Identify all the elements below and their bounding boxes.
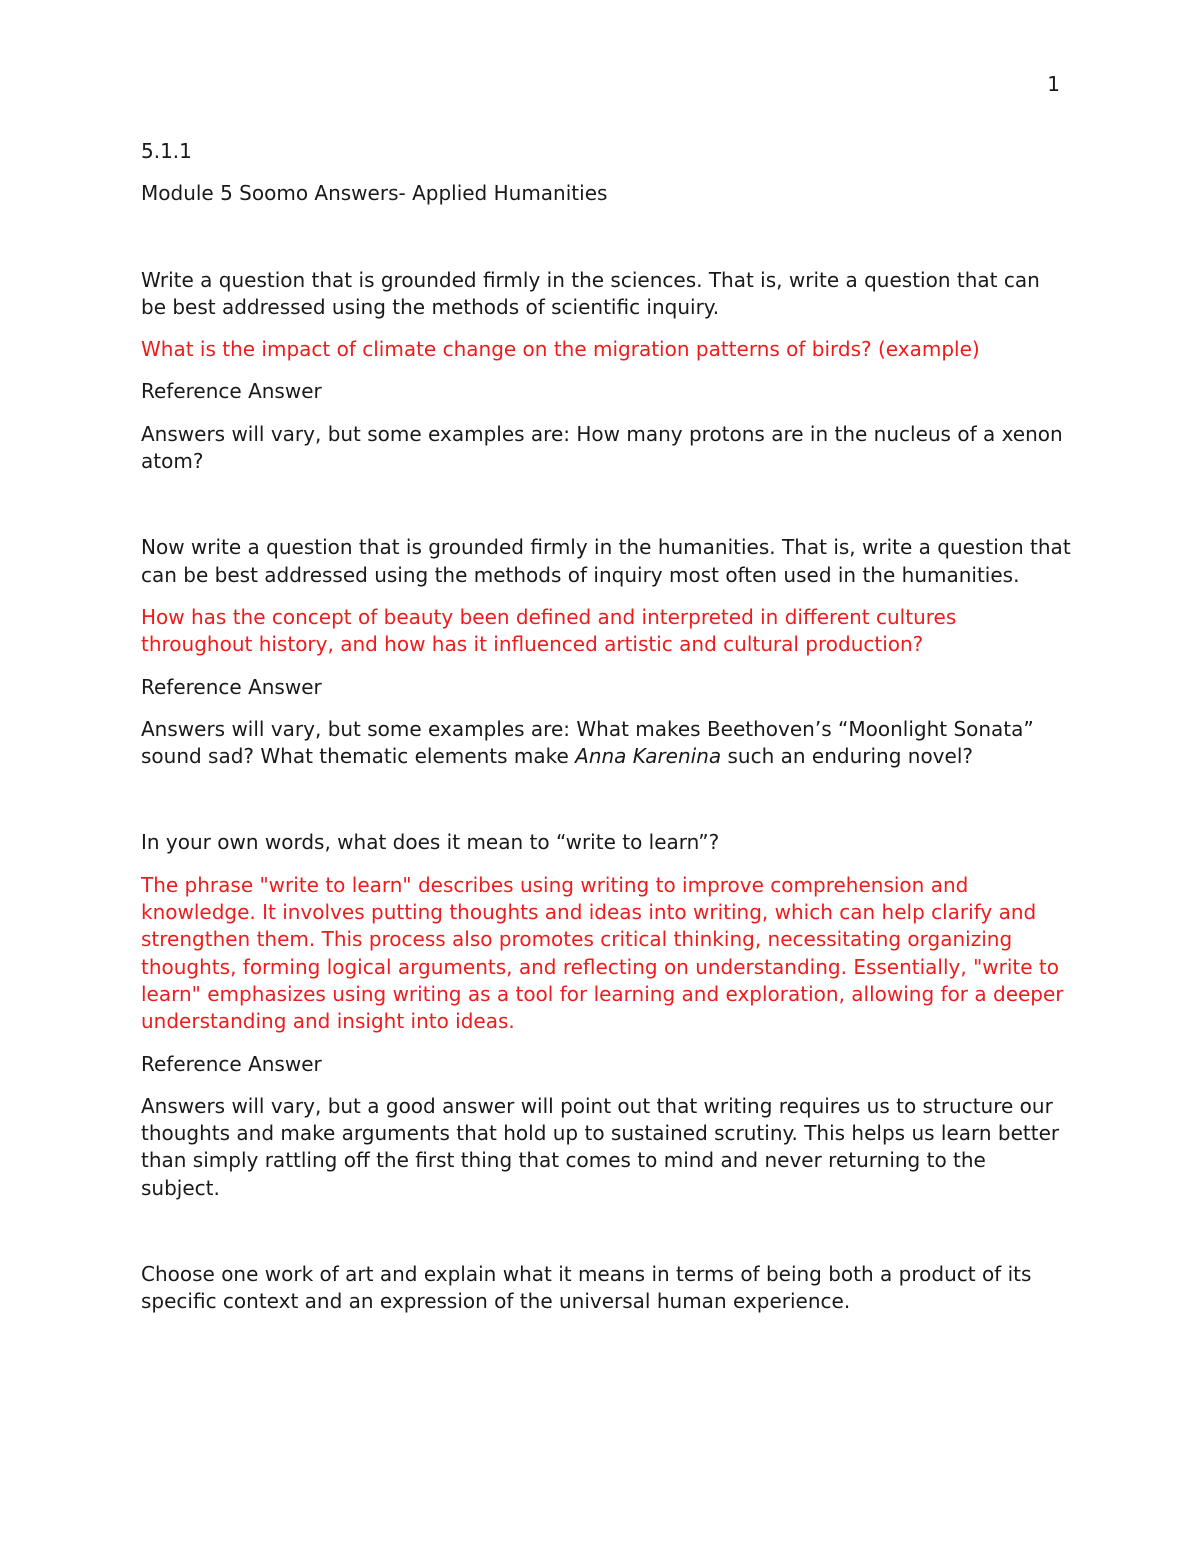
document-title: Module 5 Soomo Answers- Applied Humanities — [141, 181, 608, 206]
reference-answer-3: Answers will vary, but a good answer will point out that writing requires us to structure our thoughts and make arguments that hold up to sustained scrutiny. This helps us learn better than simply rattling off the first thing that comes to mind and never returning to the subject. — [141, 1093, 1060, 1200]
document-body — [141, 138, 1071, 1331]
reference-heading-3: Reference Answer — [141, 1051, 322, 1076]
question-prompt-1: Write a question that is grounded firmly in the sciences. That is, write a question that can be best addressed using the methods of scientific inquiry. — [141, 267, 1040, 319]
reference-answer-2 — [141, 716, 1071, 771]
question-prompt-4: Choose one work of art and explain what it means in terms of being both a product of its specific context and an expression of the universal human experience. — [141, 1262, 1032, 1314]
book-title-italic: Anna Karenina — [575, 744, 722, 769]
question-prompt-2: Now write a question that is grounded firmly in the humanities. That is, write a question that can be best addressed using the methods of inquiry most often used in the humanities. — [141, 535, 1071, 587]
reference-answer-1: Answers will vary, but some examples are: How many protons are in the nucleus of a xenon atom? — [141, 421, 1063, 474]
reference-answer-2-text-start: Answers will vary, but some examples are: What makes Beethoven’s “Moonlight Sonata” sound sad? What thematic elements make — [141, 716, 1034, 769]
student-answer-1: What is the impact of climate change on the migration patterns of birds? (example) — [141, 337, 980, 362]
student-answer-3: The phrase "write to learn" describes using writing to improve comprehension and knowledge. It involves putting thoughts and ideas into writing, which can help clarify and strengthen them. This process also promotes critical thinking, necessitating organizing thoughts, forming logical arguments, and reflecting on understanding. Essentially, "write to learn" emphasizes using writing as a tool for learning and exploration, allowing for a deeper understanding and insight into ideas. — [141, 872, 1064, 1034]
reference-answer-2-text-end: such an enduring novel? — [721, 744, 973, 769]
question-prompt-3: In your own words, what does it mean to “write to learn”? — [141, 830, 720, 855]
student-answer-2: How has the concept of beauty been defined and interpreted in different cultures throughout history, and how has it influenced artistic and cultural production? — [141, 604, 957, 657]
reference-heading-2: Reference Answer — [141, 674, 322, 699]
reference-heading-1: Reference Answer — [141, 379, 322, 404]
section-number: 5.1.1 — [141, 139, 192, 163]
page-number: 1 — [1047, 72, 1060, 96]
